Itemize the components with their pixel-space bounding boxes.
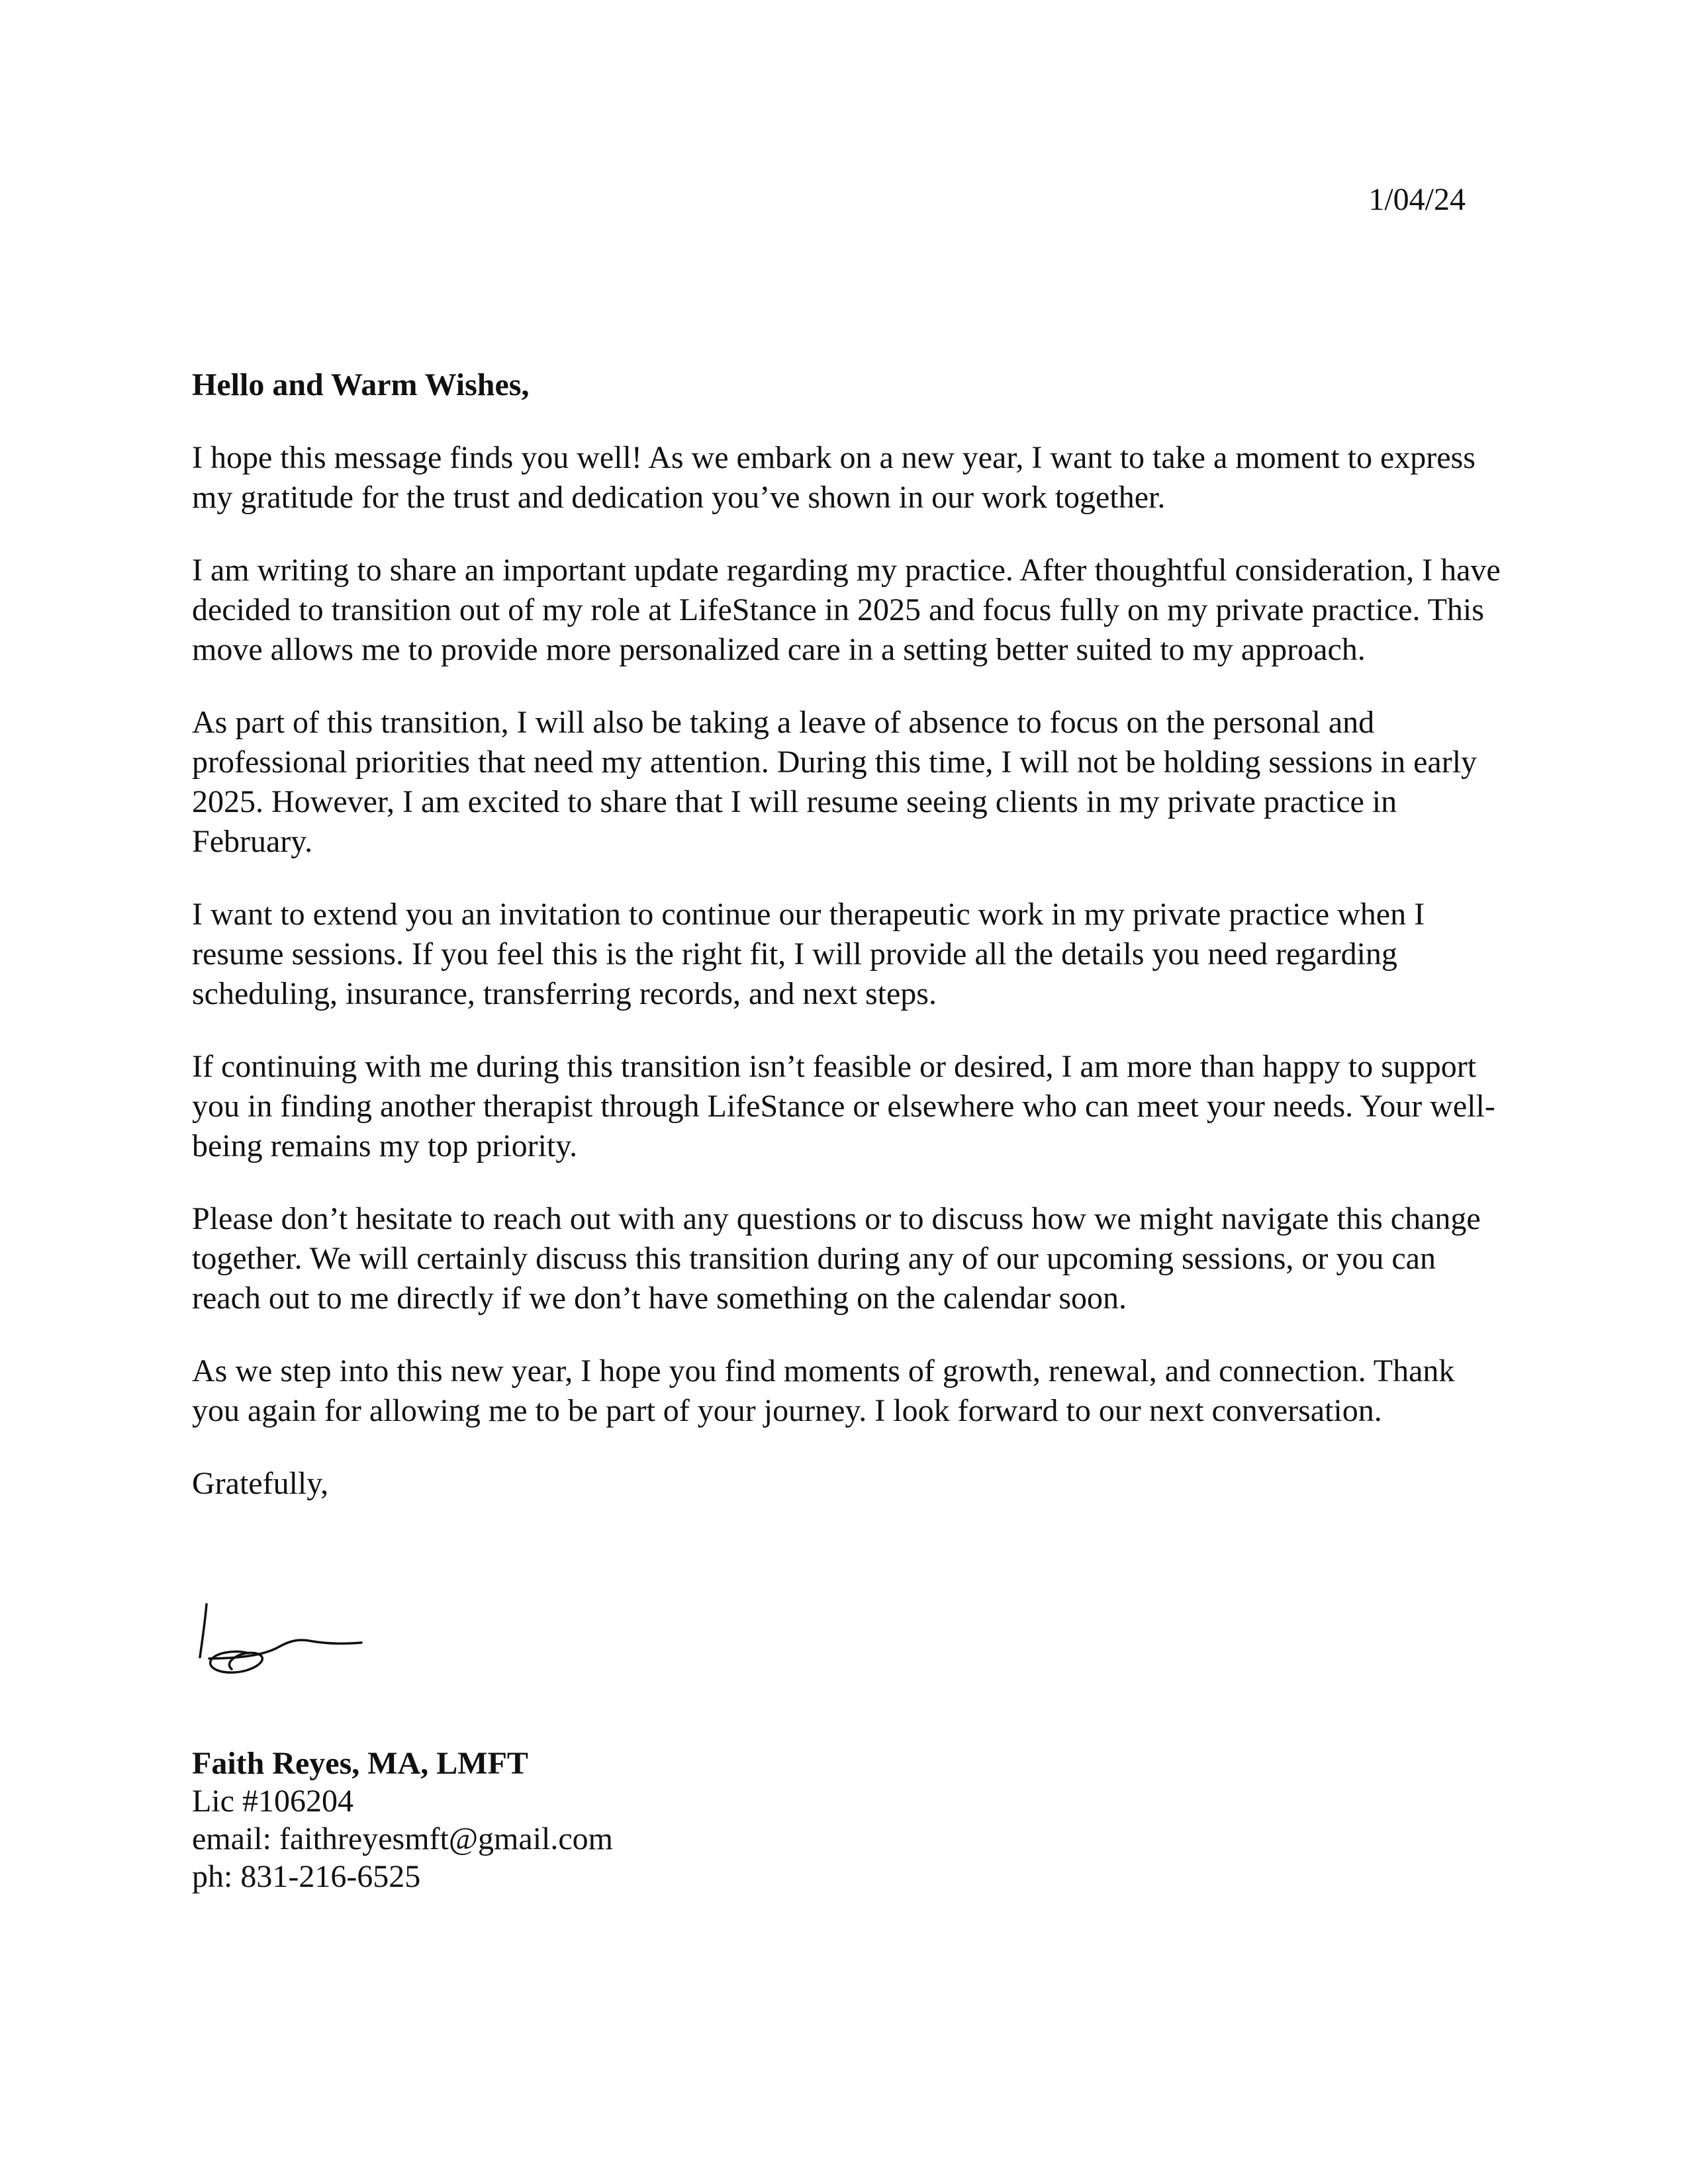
contact-email: email: faithreyesmft@gmail.com (192, 1821, 613, 1856)
letter-paragraph-2: I am writing to share an important update regarding my practice. After thoughtful consideration, I have decided to transition out of my role at LifeStance in 2025 and focus fully on my private practice. This move allows me to provide more personalized care in a setting better suited to my approach. (192, 553, 1501, 667)
contact-phone: ph: 831-216-6525 (192, 1859, 421, 1894)
letter-greeting: Hello and Warm Wishes, (192, 367, 530, 402)
letter-paragraph-5: If continuing with me during this transition isn’t feasible or desired, I am more than happy to support you in finding another therapist through LifeStance or elsewhere who can meet your needs. Your well-being remains my top priority. (192, 1049, 1495, 1163)
letter-body (192, 365, 1509, 1504)
letter-paragraph-3: As part of this transition, I will also be taking a leave of absence to focus on the personal and professional priorities that need my attention. During this time, I will not be holding sessions in early 2025. However, I am excited to share that I will resume seeing clients in my private practice in February. (192, 705, 1477, 859)
letter-paragraph-1: I hope this message finds you well! As we embark on a new year, I want to take a moment to express my gratitude for the trust and dedication you’ve shown in our work together. (192, 440, 1476, 515)
handwritten-signature (193, 1600, 365, 1680)
letter-paragraph-7: As we step into this new year, I hope you find moments of growth, renewal, and connection. Thank you again for allowing me to be part of your journey. I look forward to our next conversation. (192, 1353, 1455, 1428)
signature-block (192, 1745, 613, 1895)
letter-paragraph-6: Please don’t hesitate to reach out with any questions or to discuss how we might navigate this change together. We will certainly discuss this transition during any of our upcoming sessions, or you can reach out to me directly if we don’t have something on the calendar soon. (192, 1201, 1481, 1316)
letter-closing: Gratefully, (192, 1466, 329, 1501)
signer-name: Faith Reyes, MA, LMFT (192, 1746, 528, 1781)
license-number: Lic #106204 (192, 1784, 353, 1819)
letter-date: 1/04/24 (1368, 182, 1466, 217)
letter-paragraph-4: I want to extend you an invitation to continue our therapeutic work in my private practice when I resume sessions. If you feel this is the right fit, I will provide all the details you need regarding scheduling, insurance, transferring records, and next steps. (192, 897, 1425, 1011)
